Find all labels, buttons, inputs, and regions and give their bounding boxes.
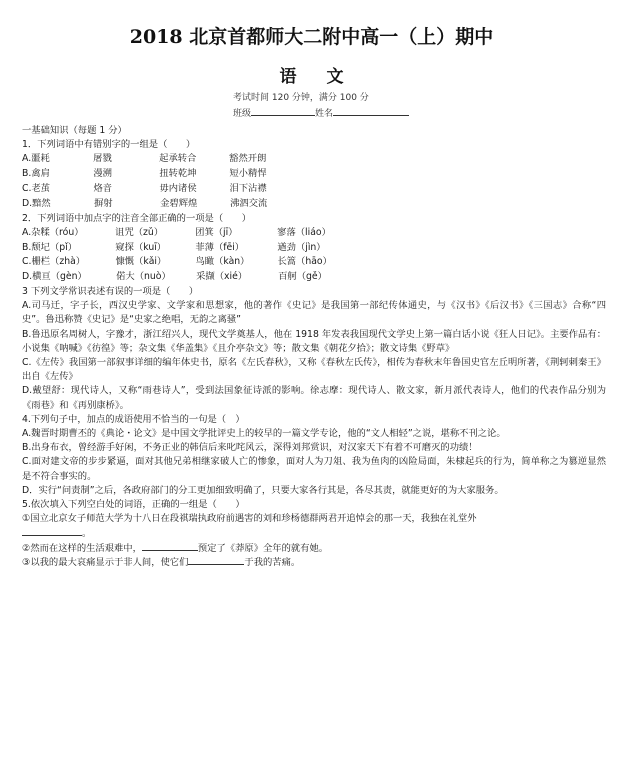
q5-sentence-2: ②然而在这样的生活艰难中， 预定了《莽原》全年的就有她。: [22, 542, 329, 554]
q2-option-b: B. 颓圮（pǐ） 窥探（kuī） 菲薄（fēi） 遒劲（jìn）: [22, 241, 326, 253]
q2-option-c: C. 栅栏（zhà） 慷慨（kǎi） 鸟瞰（kàn） 长篙（hāo）: [22, 256, 332, 268]
q5-sentence-1: ①国立北京女子师范大学为十八日在段祺瑞执政府前遇害的刘和珍杨德群两君开追悼会的那一天，我独在礼堂外: [22, 513, 477, 525]
name-label: 姓名: [315, 109, 334, 119]
q3-option-d: D.戴望舒：现代诗人，又称“雨巷诗人”，受到法国象征诗派的影响。徐志摩：现代诗人、散文家，新月派代表诗人，他们的代表作品分别为《雨巷》和《再别康桥》。: [22, 385, 606, 411]
q3-option-b: B.鲁迅原名周树人，字豫才，浙江绍兴人，现代文学奠基人，他在 1918 年发表我国现代文学史上第一篇白话小说《狂人日记》。主要作品有：小说集《呐喊》《彷徨》等；杂文集《华盖集》《且介亭杂文》等；散文集《朝花夕拾》；散文诗集《野草》: [22, 328, 606, 354]
q1-option-b: B. 禽肩 漫溯 扭转乾坤 短小精悍: [22, 168, 267, 180]
exam-content: [22, 124, 606, 569]
name-blank[interactable]: [333, 106, 409, 116]
student-fields: [233, 106, 409, 119]
q2-option-a: A. 杂糅（róu） 诅咒（zǔ） 团箕（jī） 寥落（liáo）: [22, 226, 331, 238]
q1-option-c: C. 老茧 烙音 毋内诸侯 泪下沾襟: [22, 182, 267, 194]
q5-stem: 5.依次填入下列空白处的词语，正确的一组是（ ）: [22, 498, 245, 510]
answer-blank-2[interactable]: [142, 541, 198, 551]
q1-option-a: A. 噩耗 屠戮 起承转合 豁然开朗: [22, 153, 267, 165]
answer-blank-1[interactable]: [22, 526, 82, 536]
q1-stem: 1．下列词语中有错别字的一组是（ ）: [22, 139, 196, 151]
exam-title: 2018 北京首都师大二附中高一（上）期中: [129, 26, 494, 48]
q2-stem: 2．下列词语中加点字的注音全部正确的一项是（ ）: [22, 212, 252, 224]
class-label: 班级: [233, 109, 252, 119]
section-heading: 一基础知识（每题 1 分）: [22, 125, 127, 136]
answer-blank-3[interactable]: [188, 555, 244, 565]
exam-info: 考试时间 120 分钟，满分 100 分: [233, 93, 369, 103]
q4-option-a: A.魏晋时期曹丕的《典论・论文》是中国文学批评史上的较早的一篇文学专论，他的“文人相轻”之说，堪称不刊之论。: [22, 427, 506, 439]
q3-option-c: C.《左传》我国第一部叙事详细的编年体史书，原名《左氏春秋》，又称《春秋左氏传》，相传为春秋末年鲁国史官左丘明所著，《荆轲刺秦王》出自《左传》: [22, 356, 606, 383]
q4-option-b: B.出身布衣，曾经游手好闲，不务正业的韩信后来叱咤风云，深得刘邦赏识，对汉家天下有着不可磨灭的功绩！: [22, 442, 478, 454]
q3-stem: 3 下列文学常识表述有误的一项是（ ）: [22, 285, 199, 297]
q4-option-d: D．实行“问责制”之后，各政府部门的分工更加细致明确了，只要大家各行其是，各尽其责，就能更好的为大家服务。: [22, 484, 504, 496]
class-blank[interactable]: [251, 106, 315, 116]
q5-sentence-3: ③以我的最大哀痛显示于非人间，使它们 于我的苦痛。: [22, 556, 301, 568]
q1-option-d: D. 黯然 摒射 金碧辉煌 沸泗交流: [22, 197, 268, 209]
q2-option-d: D. 横亘（gèn） 偌大（nuò） 采撷（xié） 百舸（gě）: [22, 271, 327, 283]
q4-stem: 4.下列句子中，加点的成语使用不恰当的一句是（ ）: [22, 413, 245, 425]
q3-option-a: A.司马迁，字子长，西汉史学家、文学家和思想家，他的著作《史记》是我国第一部纪传体通史，与《汉书》《后汉书》《三国志》合称“四史”。鲁迅称赞《史记》是“史家之绝唱，无韵之离骚”: [22, 300, 606, 326]
subject-title: 语文: [279, 67, 374, 87]
q5-sentence-1-blank: 。: [22, 526, 606, 540]
q4-option-c: C.面对建文帝的步步紧逼，面对其他兄弟相继家破人亡的惨象，面对人为刀俎、我为鱼肉的凶险局面，朱棣起兵的行为，简单称之为篡逆显然是不符合事实的。: [22, 456, 606, 482]
